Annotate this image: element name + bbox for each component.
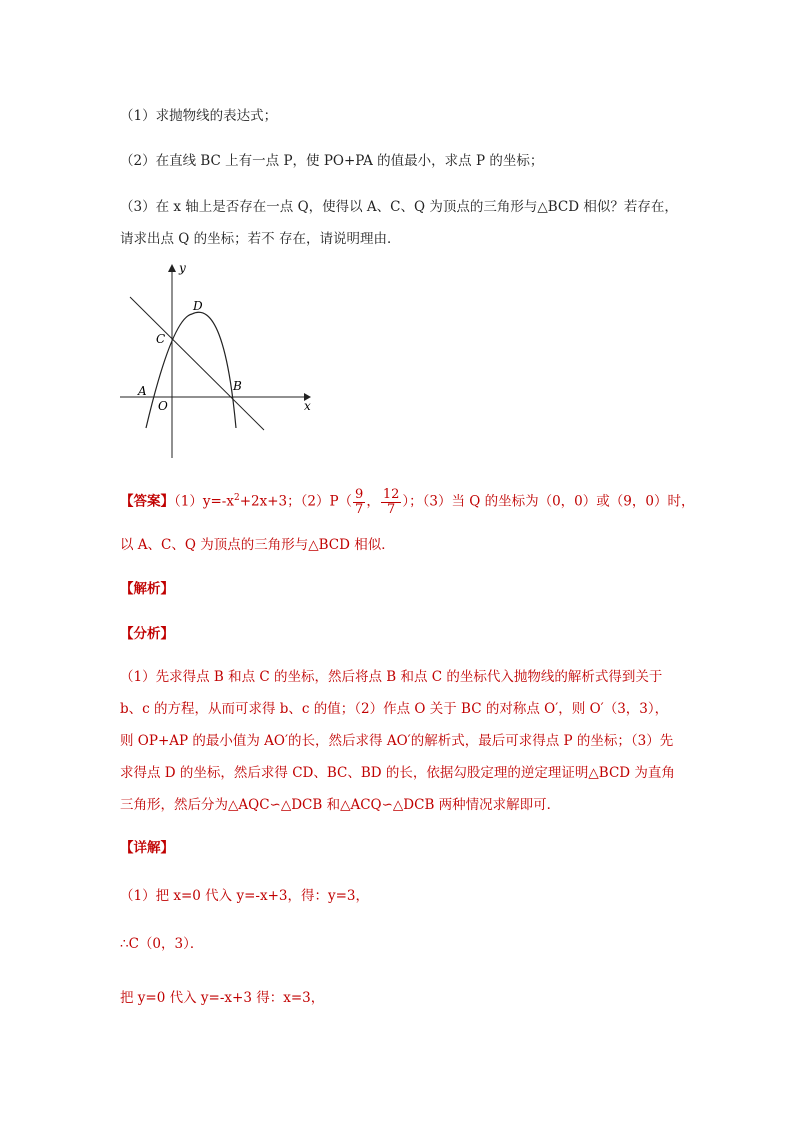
analysis-line-2: b、c 的方程，从而可求得 b、c 的值；（2）作点 O 关于 BC 的对称点 O′，则 O′（3，3），	[120, 701, 669, 717]
fenxi-heading: 【分析】	[120, 626, 174, 642]
answer-tag: 【答案】	[120, 493, 174, 510]
xiangjie-heading: 【详解】	[120, 840, 174, 856]
fraction-x: $\frac{9}{7}$	[355, 487, 364, 517]
answer-part2: ）；（3）当 Q 的坐标为（0，0）或（9，0）时，	[402, 493, 695, 510]
analysis-line-3: 则 OP+AP 的最小值为 AO′的长，然后求得 AO′的解析式，最后可求得点 P 的坐标；（3）先	[120, 733, 674, 749]
label-y: y	[179, 261, 186, 275]
answer-sup: 2	[233, 493, 240, 504]
question-1: （1）求抛物线的表达式；	[120, 108, 278, 124]
question-2: （2）在直线 BC 上有一点 P，使 PO+PA 的值最小，求点 P 的坐标；	[120, 153, 544, 169]
question-3-line-2: 请求出点 Q 的坐标；若不 存在，请说明理由．	[120, 231, 401, 247]
jiexi-heading: 【解析】	[120, 581, 174, 597]
answer-part1a: （1）y=-x	[174, 493, 234, 510]
label-c: C	[156, 332, 166, 346]
label-b: B	[233, 379, 242, 393]
label-o: O	[158, 399, 168, 413]
y-axis-arrow	[168, 264, 176, 272]
detail-line-1: （1）把 x=0 代入 y=-x+3，得：y=3，	[120, 888, 370, 904]
label-d: D	[193, 299, 203, 313]
detail-line-3: 把 y=0 代入 y=-x+3 得：x=3，	[120, 990, 325, 1006]
answer-line-2: 以 A、C、Q 为顶点的三角形与△BCD 相似．	[120, 537, 395, 553]
parabola-figure	[112, 258, 317, 463]
answer-line-1	[120, 488, 694, 516]
analysis-line-1: （1）先求得点 B 和点 C 的坐标，然后将点 B 和点 C 的坐标代入抛物线的解析式得到关于	[120, 669, 663, 685]
answer-comma: ，	[366, 493, 380, 510]
label-x: x	[304, 399, 311, 413]
label-a: A	[138, 384, 147, 398]
question-3-line-1: （3）在 x 轴上是否存在一点 Q，使得以 A、C、Q 为顶点的三角形与△BCD 相似？若存在，	[120, 199, 678, 215]
answer-part1b: +2x+3；（2）P（	[239, 493, 353, 510]
fraction-y: $\frac{12}{7}$	[382, 487, 400, 517]
analysis-line-5: 三角形，然后分为△AQC∽△DCB 和△ACQ∽△DCB 两种情况求解即可．	[120, 797, 561, 813]
detail-line-2: ∴C（0，3）．	[120, 936, 204, 952]
analysis-line-4: 求得点 D 的坐标，然后求得 CD、BC、BD 的长，依据勾股定理的逆定理证明△BCD 为直角	[120, 765, 675, 781]
